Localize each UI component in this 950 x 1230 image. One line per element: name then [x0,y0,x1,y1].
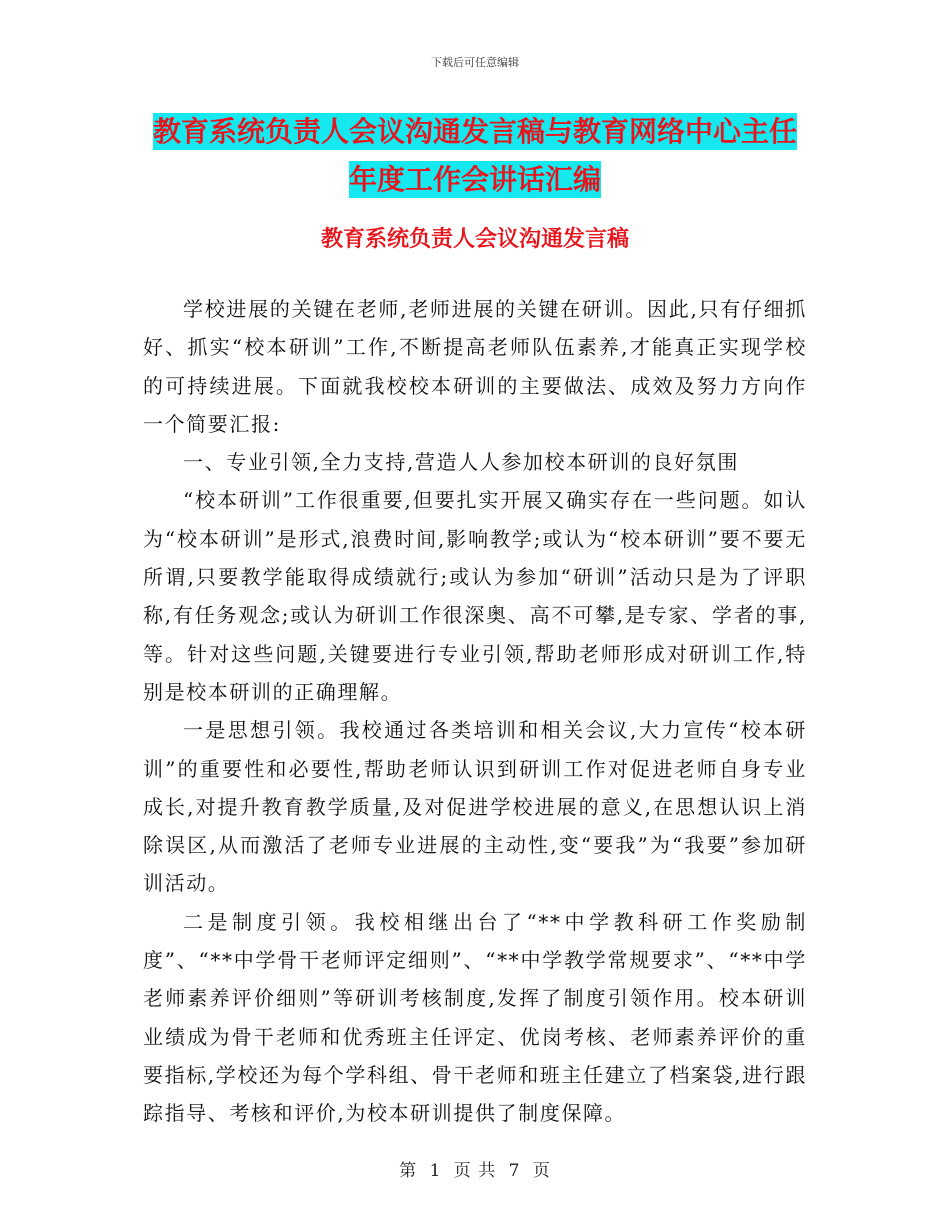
paragraph: 一是思想引领。我校通过各类培训和相关会议,大力宣传“校本研训”的重要性和必要性,帮助老师认识到研训工作对促进老师自身专业成长,对提升教育教学质量,及对促进学校进展的意义,在思想认识上消除误区,从而激活了老师专业进展的主动性,变“要我”为“我要”参加研训活动。 [143,718,807,896]
footer-suffix: 页 [532,1161,551,1181]
paragraph: 学校进展的关键在老师,老师进展的关键在研训。因此,只有仔细抓好、抓实“校本研训”工作,不断提高老师队伍素养,才能真正实现学校的可持续进展。下面就我校校本研训的主要做法、成效及努力方向作一个简要汇报: [143,297,807,436]
footer-prefix: 第 [399,1161,418,1181]
main-title-line-2: 年度工作会讲话汇编 [348,163,601,196]
footer-page-number: 1 [429,1161,442,1181]
main-title [150,108,800,204]
paragraph: 一、专业引领,全力支持,营造人人参加校本研训的良好氛围 [183,450,739,475]
header-note: 下载后可任意编辑 [431,56,519,69]
paragraph: “校本研训”工作很重要,但要扎实开展又确实存在一些问题。如认为“校本研训”是形式,浪费时间,影响教学;或认为“校本研训”要不要无所谓,只要教学能取得成绩就行;或认为参加“研训”活动只是为了评职称,有任务观念;或认为研训工作很深奥、高不可攀,是专家、学者的事,等。针对这些问题,关键要进行专业引领,帮助老师形成对研训工作,特别是校本研训的正确理解。 [143,488,807,704]
main-title-line-1: 教育系统负责人会议沟通发言稿与教育网络中心主任 [152,115,797,148]
section-title: 教育系统负责人会议沟通发言稿 [320,226,629,252]
footer-middle: 页 共 [453,1161,497,1181]
footer-total-pages: 7 [508,1161,521,1181]
body-text [143,290,807,1133]
paragraph: 二是制度引领。我校相继出台了“**中学教科研工作奖励制度”、“**中学骨干老师评定细则”、“**中学教学常规要求”、“**中学老师素养评价细则”等研训考核制度,发挥了制度引领作用。校本研训业绩成为骨干老师和优秀班主任评定、优岗考核、老师素养评价的重要指标,学校还为每个学科组、骨干老师和班主任建立了档案袋,进行跟踪指导、考核和评价,为校本研训提供了制度保障。 [143,909,807,1126]
page-footer [0,1156,950,1181]
